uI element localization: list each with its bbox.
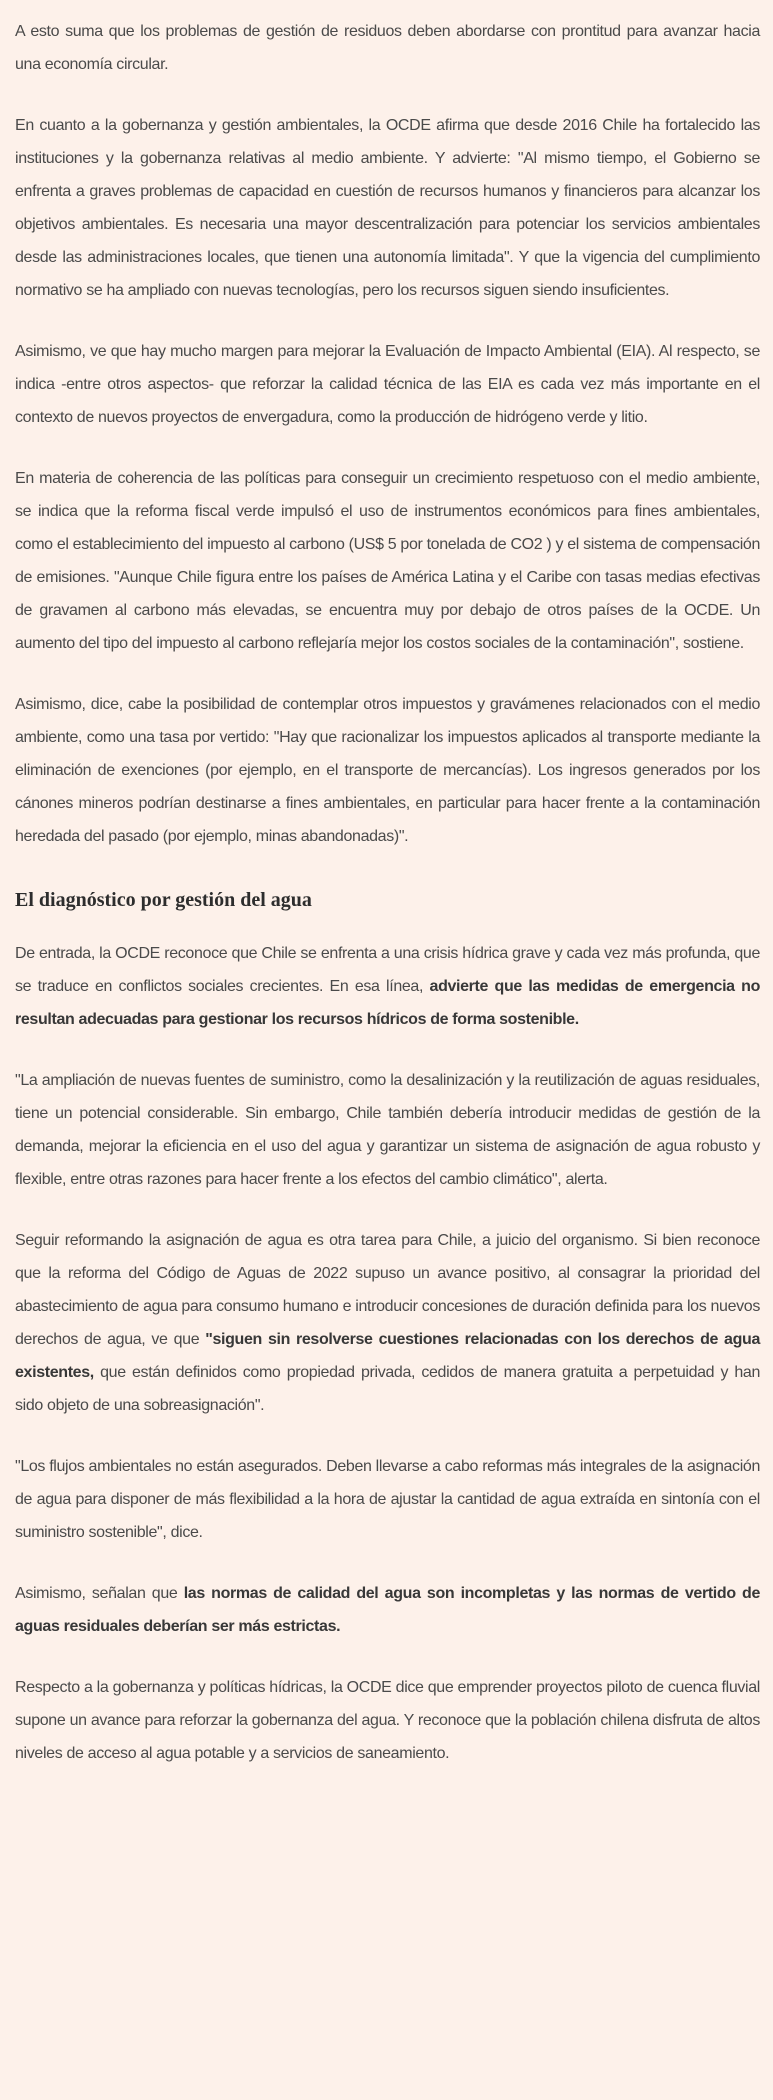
bold-text-run: las normas de calidad del agua son incompletas y las normas de vertido de aguas residuales deberían ser más estrictas. [15, 1585, 760, 1635]
section-heading: El diagnóstico por gestión del agua [15, 889, 312, 911]
bold-text-run: advierte que las medidas de emergencia no resultan adecuadas para gestionar los recursos hídricos de forma sostenible. [15, 978, 761, 1028]
text-run: que están definidos como propiedad privada, cedidos de manera gratuita a perpetuidad y han sido objeto de una sobreasignación". [15, 1364, 760, 1414]
text-run: Respecto a la gobernanza y políticas hídricas, la OCDE dice que emprender proyectos piloto de cuenca fluvial supone un avance para reforzar la gobernanza del agua. Y reconoce que la población chilena disfruta de altos niveles de acceso al agua potable y a servicios de saneamiento. [15, 1679, 760, 1762]
text-run: Asimismo, señalan que [15, 1585, 184, 1602]
paragraph [15, 335, 760, 434]
text-run: En cuanto a la gobernanza y gestión ambientales, la OCDE afirma que desde 2016 Chile ha fortalecido las instituciones y la gobernanza relativas al medio ambiente. Y advierte: "Al mismo tiempo, el Gobierno se enfrenta a graves problemas de capacidad en cuestión de recursos humanos y financieros para alcanzar los objetivos ambientales. Es necesaria una mayor descentralización para potenciar los servicios ambientales desde las administraciones locales, que tienen una autonomía limitada". Y que la vigencia del cumplimiento normativo se ha ampliado con nuevas tecnologías, pero los recursos siguen siendo insuficientes. [15, 117, 760, 299]
text-run: Seguir reformando la asignación de agua es otra tarea para Chile, a juicio del organismo. Si bien reconoce que la reforma del Código de Aguas de 2022 supuso un avance positivo, al consagrar la prioridad del abastecimiento de agua para consumo humano e introducir concesiones de duración definida para los nuevos derechos de agua, ve que [15, 1232, 760, 1348]
bold-text-run: "siguen sin resolverse cuestiones relacionadas con los derechos de agua existentes, [15, 1331, 760, 1381]
text-run: Asimismo, dice, cabe la posibilidad de contemplar otros impuestos y gravámenes relacionados con el medio ambiente, como una tasa por vertido: "Hay que racionalizar los impuestos aplicados al transporte mediante la eliminación de exenciones (por ejemplo, en el transporte de mercancías). Los ingresos generados por los cánones mineros podrían destinarse a fines ambientales, en particular para hacer frente a la contaminación heredada del pasado (por ejemplo, minas abandonadas)". [15, 696, 760, 845]
text-run: A esto suma que los problemas de gestión de residuos deben abordarse con prontitud para avanzar hacia una economía circular. [15, 23, 760, 73]
paragraph [15, 688, 760, 853]
text-run: De entrada, la OCDE reconoce que Chile se enfrenta a una crisis hídrica grave y cada vez más profunda, que se traduce en conflictos sociales crecientes. En esa línea, [15, 945, 760, 995]
paragraph [15, 1671, 760, 1770]
text-run: Asimismo, ve que hay mucho margen para mejorar la Evaluación de Impacto Ambiental (EIA). Al respecto, se indica -entre otros aspectos- que reforzar la calidad técnica de las EIA es cada vez más importante en el contexto de nuevos proyectos de envergadura, como la producción de hidrógeno verde y litio. [15, 343, 760, 426]
paragraph [15, 1064, 760, 1196]
paragraph [15, 109, 760, 307]
paragraph [15, 937, 760, 1036]
text-run: "Los flujos ambientales no están asegurados. Deben llevarse a cabo reformas más integrales de la asignación de agua para disponer de más flexibilidad a la hora de ajustar la cantidad de agua extraída en sintonía con el suministro sostenible", dice. [15, 1458, 760, 1541]
text-run: "La ampliación de nuevas fuentes de suministro, como la desalinización y la reutilización de aguas residuales, tiene un potencial considerable. Sin embargo, Chile también debería introducir medidas de gestión de la demanda, mejorar la eficiencia en el uso del agua y garantizar un sistema de asignación de agua robusto y flexible, entre otras razones para hacer frente a los efectos del cambio climático", alerta. [15, 1072, 760, 1188]
paragraph [15, 462, 760, 660]
text-run: En materia de coherencia de las políticas para conseguir un crecimiento respetuoso con el medio ambiente, se indica que la reforma fiscal verde impulsó el uso de instrumentos económicos para fines ambientales, como el establecimiento del impuesto al carbono (US$ 5 por tonelada de CO2 ) y el sistema de compensación de emisiones. "Aunque Chile figura entre los países de América Latina y el Caribe con tasas medias efectivas de gravamen al carbono más elevadas, se encuentra muy por debajo de otros países de la OCDE. Un aumento del tipo del impuesto al carbono reflejaría mejor los costos sociales de la contaminación", sostiene. [15, 470, 761, 652]
paragraph [15, 1450, 760, 1549]
paragraph [15, 1577, 760, 1643]
paragraph [15, 15, 760, 81]
paragraph [15, 1224, 760, 1422]
